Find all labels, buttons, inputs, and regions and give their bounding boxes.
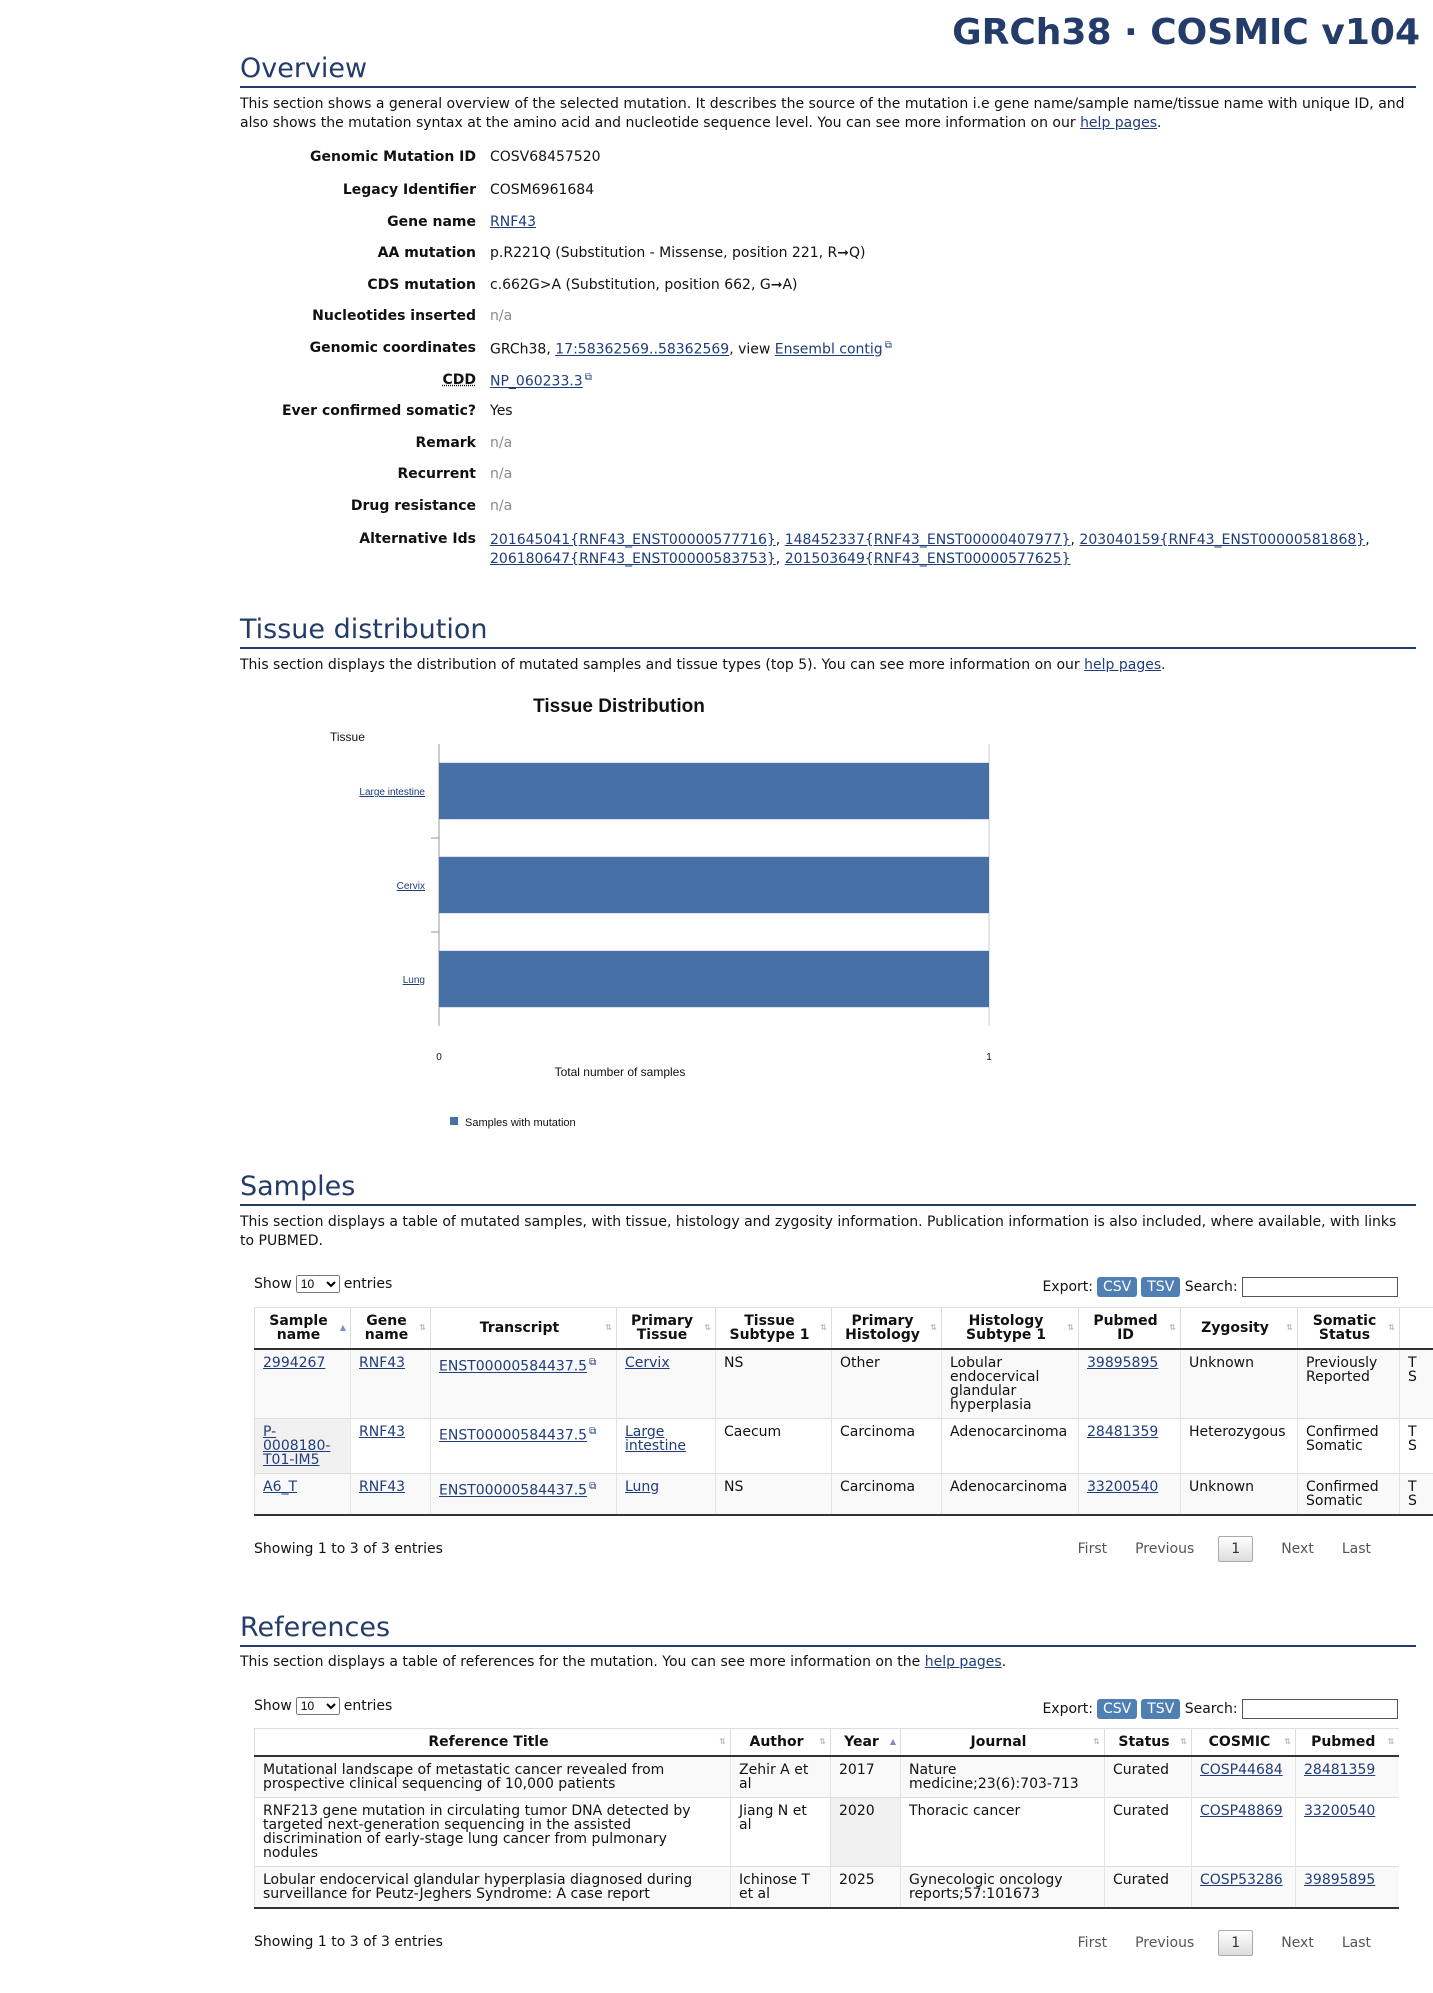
external-link-icon: ⧉ — [884, 340, 892, 351]
column-header-pubmed-id[interactable] — [1079, 1308, 1181, 1350]
field-value: COSM6961684 — [490, 182, 595, 198]
column-header-pubmed[interactable] — [1296, 1729, 1399, 1757]
references-intro-text: This section displays a table of references for the mutation. You can see more information on the — [240, 1654, 925, 1670]
pubmed-link[interactable]: 33200540 — [1304, 1803, 1376, 1819]
transcript-link[interactable]: ENST00000584437.5 — [439, 1358, 588, 1375]
cell: Adenocarcinoma — [942, 1419, 1079, 1474]
export-tsv-button[interactable]: TSV — [1141, 1699, 1180, 1719]
cell: Mutational landscape of metastatic cancer revealed from prospective clinical sequencing of 10,000 patients — [255, 1756, 731, 1798]
cdd-link[interactable]: NP_060233.3 — [490, 373, 583, 390]
column-label: Status — [1118, 1734, 1170, 1750]
alternative-id-link[interactable]: 201645041{RNF43_ENST00000577716} — [490, 532, 776, 548]
field-value: p.R221Q (Substitution - Missense, position 221, R➞Q) — [490, 245, 866, 261]
chart-category-label[interactable]: Large intestine — [359, 787, 425, 798]
sample-link[interactable]: A6_T — [263, 1479, 298, 1495]
field-label: Ever confirmed somatic? — [281, 403, 476, 419]
pager-next[interactable]: Next — [1281, 1541, 1314, 1557]
gene-link[interactable]: RNF43 — [359, 1479, 406, 1495]
column-label: Sample name — [269, 1313, 328, 1343]
samples-pagination — [1050, 1536, 1371, 1562]
pubmed-link[interactable]: 28481359 — [1304, 1762, 1376, 1778]
chart-x-axis-label: Total number of samples — [554, 1065, 686, 1079]
sort-icon: ⇅ — [1286, 1323, 1293, 1332]
table-row — [255, 1474, 1433, 1516]
chart-category-label[interactable]: Lung — [402, 975, 425, 986]
page-title: GRCh38 · COSMIC v104 — [952, 12, 1420, 53]
sort-icon: ⇅ — [1284, 1737, 1291, 1746]
cosmic-link[interactable]: COSP53286 — [1200, 1872, 1283, 1888]
column-label: Primary Tissue — [630, 1313, 694, 1343]
sort-icon: ⇅ — [1387, 1737, 1395, 1746]
column-label: Primary Histology — [845, 1313, 920, 1343]
column-label: Pubmed — [1311, 1734, 1376, 1750]
export-csv-button[interactable]: CSV — [1097, 1277, 1137, 1297]
cell: 2025 — [831, 1867, 901, 1909]
overview-intro — [240, 95, 1412, 133]
sort-icon: ⇅ — [1093, 1737, 1100, 1746]
cell-truncated: T S — [1400, 1419, 1433, 1474]
column-header-transcript[interactable] — [431, 1308, 617, 1350]
sort-asc-icon: ▲ — [889, 1737, 896, 1746]
column-header-tissue-subtype[interactable] — [716, 1308, 832, 1350]
external-link-icon: ⧉ — [589, 1357, 597, 1368]
table-header-row — [255, 1308, 1433, 1350]
alternative-id-link[interactable]: 201503649{RNF43_ENST00000577625} — [784, 551, 1071, 567]
field-label: Legacy Identifier — [342, 182, 476, 198]
alternative-ids-list: 201645041{RNF43_ENST00000577716}, 148452337{RNF43_ENST00000407977}, 203040159{RNF43_ENST00000581868}, 206180647{RNF43_ENST00000583753}, 201503649{RNF43_ENST00000577625} — [490, 532, 1370, 567]
field-label: CDS mutation — [367, 277, 476, 293]
table-header-row — [255, 1729, 1399, 1757]
show-label: Show — [254, 1276, 292, 1292]
pubmed-link[interactable]: 28481359 — [1087, 1424, 1159, 1440]
export-label: Export: — [1042, 1701, 1093, 1717]
chart-title: Tissue Distribution — [533, 696, 705, 717]
cell: Confirmed Somatic — [1298, 1474, 1400, 1516]
column-header-status[interactable] — [1105, 1729, 1192, 1757]
cell: Lobular endocervical glandular hyperplasia — [942, 1349, 1079, 1419]
field-value — [490, 372, 592, 390]
cell: Confirmed Somatic — [1298, 1419, 1400, 1474]
sort-icon: ⇅ — [704, 1323, 711, 1332]
sort-icon: ⇅ — [605, 1323, 612, 1332]
pubmed-link[interactable]: 39895895 — [1304, 1872, 1376, 1888]
chart-bar — [439, 763, 989, 819]
field-label: Gene name — [387, 214, 476, 230]
field-value: c.662G>A (Substitution, position 662, G➞A) — [490, 277, 798, 293]
tissue-intro-text: This section displays the distribution of mutated samples and tissue types (top 5). You can see more information on our — [240, 657, 1085, 673]
tissue-help-link[interactable]: help pages — [1084, 657, 1162, 673]
field-label: Drug resistance — [350, 498, 476, 514]
overview-help-link[interactable]: help pages — [1080, 115, 1158, 131]
column-header-year[interactable] — [831, 1729, 901, 1757]
table-row — [255, 1419, 1433, 1474]
transcript-link[interactable]: ENST00000584437.5 — [439, 1482, 588, 1499]
table-row — [255, 1798, 1399, 1867]
sort-icon: ⇅ — [930, 1323, 937, 1332]
column-header-primary-tissue[interactable] — [617, 1308, 716, 1350]
samples-table-info: Showing 1 to 3 of 3 entries — [254, 1541, 443, 1557]
column-label: Histology Subtype 1 — [965, 1313, 1047, 1343]
external-link-icon: ⧉ — [584, 372, 592, 383]
pager-current-page[interactable]: 1 — [1218, 1930, 1253, 1956]
pager-previous[interactable]: Previous — [1135, 1541, 1195, 1557]
pager-last[interactable]: Last — [1341, 1935, 1371, 1951]
column-header-reference-title[interactable] — [255, 1729, 731, 1757]
alternative-id-link[interactable]: 206180647{RNF43_ENST00000583753} — [490, 551, 776, 567]
references-help-link[interactable]: help pages — [924, 1654, 1002, 1670]
cell: Adenocarcinoma — [942, 1474, 1079, 1516]
column-header-histology-subtype[interactable] — [942, 1308, 1079, 1350]
tissue-link[interactable]: Large intestine — [625, 1424, 687, 1454]
cell: Carcinoma — [832, 1474, 942, 1516]
field-label: Remark — [415, 435, 476, 451]
column-header-primary-histology[interactable] — [832, 1308, 942, 1350]
column-label: Gene name — [364, 1313, 409, 1343]
pager-current-page[interactable]: 1 — [1218, 1536, 1253, 1562]
pager-last[interactable]: Last — [1341, 1541, 1371, 1557]
references-export-search — [1042, 1699, 1398, 1719]
alternative-id-link[interactable]: 148452337{RNF43_ENST00000407977} — [784, 532, 1071, 548]
field-label: Nucleotides inserted — [312, 308, 476, 324]
samples-length-control — [254, 1275, 392, 1293]
references-heading: References — [240, 1611, 1416, 1647]
field-label: Genomic coordinates — [309, 340, 476, 356]
column-header-gene-name[interactable] — [351, 1308, 431, 1350]
column-label: Journal — [970, 1734, 1027, 1750]
samples-table — [254, 1307, 1433, 1516]
references-intro — [240, 1653, 1412, 1672]
tissue-distribution-chart — [300, 690, 1020, 1140]
table-row — [255, 1349, 1433, 1419]
column-label: Reference Title — [428, 1734, 549, 1750]
entries-label: entries — [343, 1276, 393, 1292]
cell: Gynecologic oncology reports;57:101673 — [901, 1867, 1105, 1909]
field-value: n/a — [490, 498, 513, 514]
chart-y-axis-label: Tissue — [330, 730, 365, 744]
field-alternative-ids — [240, 531, 1410, 571]
field-value: COSV68457520 — [490, 149, 601, 165]
overview-intro-end: . — [1157, 115, 1162, 131]
column-label: Zygosity — [1201, 1320, 1269, 1336]
cell: RNF213 gene mutation in circulating tumor DNA detected by targeted next-generation sequencing in the assisted discrimination of early-stage lung cancer from pulmonary nodules — [255, 1798, 731, 1867]
field-label: Recurrent — [397, 466, 476, 482]
pager-next[interactable]: Next — [1281, 1935, 1314, 1951]
references-table — [254, 1728, 1399, 1909]
pubmed-link[interactable]: 33200540 — [1087, 1479, 1159, 1495]
cell: Unknown — [1181, 1474, 1298, 1516]
references-length-control — [254, 1697, 392, 1715]
sort-icon: ⇅ — [719, 1737, 726, 1746]
sort-icon: ⇅ — [1169, 1323, 1176, 1332]
cell: Thoracic cancer — [901, 1798, 1105, 1867]
chart-category-label[interactable]: Cervix — [396, 881, 425, 892]
references-length-select[interactable] — [296, 1697, 340, 1715]
external-link-icon: ⧉ — [589, 1426, 597, 1437]
cell: Zehir A et al — [731, 1756, 831, 1798]
cell: Curated — [1105, 1867, 1192, 1909]
pager-first[interactable]: First — [1077, 1541, 1108, 1557]
pager-first[interactable]: First — [1077, 1935, 1108, 1951]
gene-name-link[interactable]: RNF43 — [490, 214, 537, 230]
gene-link[interactable]: RNF43 — [359, 1355, 406, 1371]
sort-icon: ⇅ — [820, 1323, 827, 1332]
column-label: Somatic Status — [1312, 1313, 1377, 1343]
transcript-link[interactable]: ENST00000584437.5 — [439, 1427, 588, 1444]
search-label: Search: — [1184, 1701, 1238, 1717]
chart-x-tick-label: 1 — [986, 1052, 992, 1063]
coord-prefix: GRCh38, — [490, 341, 556, 358]
field-label: Alternative Ids — [359, 531, 476, 547]
column-header-zygosity[interactable] — [1181, 1308, 1298, 1350]
samples-intro: This section displays a table of mutated samples, with tissue, histology and zygosity information. Publication information is also included, where available, with links to PUBMED. — [240, 1214, 1397, 1249]
cosmic-link[interactable]: COSP44684 — [1200, 1762, 1283, 1778]
sort-icon: ⇅ — [819, 1737, 826, 1746]
field-value — [490, 340, 892, 358]
export-csv-button[interactable]: CSV — [1097, 1699, 1137, 1719]
field-value: n/a — [490, 435, 513, 451]
column-label: Tissue Subtype 1 — [729, 1313, 810, 1343]
samples-heading: Samples — [240, 1170, 1416, 1206]
export-label: Export: — [1042, 1279, 1093, 1295]
sort-icon: ⇅ — [1067, 1323, 1074, 1332]
cell: 2020 — [831, 1798, 901, 1867]
cell: Curated — [1105, 1756, 1192, 1798]
field-label: CDD — [442, 372, 476, 388]
overview-intro-text: This section shows a general overview of the selected mutation. It describes the source of the mutation i.e gene name/sample name/tissue name with unique ID, and also shows the mutation syntax at the amino acid and nucleotide sequence level. You can see more information on our — [240, 96, 1405, 131]
sort-icon: ⇅ — [1388, 1323, 1395, 1332]
cell: Other — [832, 1349, 942, 1419]
tissue-intro-end: . — [1161, 657, 1166, 673]
chart-bar — [439, 951, 989, 1007]
field-label: Genomic Mutation ID — [310, 149, 476, 165]
sort-icon: ⇅ — [419, 1323, 426, 1332]
field-value: n/a — [490, 466, 513, 482]
references-intro-end: . — [1001, 1654, 1007, 1670]
column-header-author[interactable] — [731, 1729, 831, 1757]
external-link-icon: ⧉ — [589, 1481, 597, 1492]
cell: Caecum — [716, 1419, 832, 1474]
cell: Ichinose T et al — [731, 1867, 831, 1909]
pubmed-link[interactable]: 39895895 — [1087, 1355, 1159, 1371]
export-tsv-button[interactable]: TSV — [1141, 1277, 1180, 1297]
cell: Curated — [1105, 1798, 1192, 1867]
field-label: AA mutation — [377, 245, 476, 261]
column-header-somatic-status[interactable] — [1298, 1308, 1400, 1350]
search-label: Search: — [1184, 1279, 1238, 1295]
cosmic-link[interactable]: COSP48869 — [1200, 1803, 1283, 1819]
table-row — [255, 1756, 1399, 1798]
tissue-heading: Tissue distribution — [240, 613, 1416, 649]
gene-link[interactable]: RNF43 — [359, 1424, 406, 1440]
references-table-info: Showing 1 to 3 of 3 entries — [254, 1934, 443, 1950]
ensembl-contig-link[interactable]: Ensembl contig — [774, 341, 883, 358]
references-pagination — [1050, 1930, 1371, 1956]
samples-export-search — [1042, 1277, 1398, 1297]
cell: Heterozygous — [1181, 1419, 1298, 1474]
cell: Previously Reported — [1298, 1349, 1400, 1419]
samples-length-select[interactable] — [296, 1275, 340, 1293]
column-label: Pubmed ID — [1093, 1313, 1158, 1343]
column-header-journal[interactable] — [901, 1729, 1105, 1757]
tissue-intro — [240, 656, 1412, 675]
entries-label: entries — [343, 1698, 393, 1714]
cell: NS — [716, 1474, 832, 1516]
cell-truncated: T S — [1400, 1349, 1433, 1419]
column-header-truncated — [1400, 1308, 1433, 1350]
table-row — [255, 1867, 1399, 1909]
column-label: Author — [749, 1734, 804, 1750]
tissue-link[interactable]: Cervix — [625, 1355, 670, 1371]
tissue-link[interactable]: Lung — [625, 1479, 660, 1495]
chart-legend-swatch — [450, 1117, 458, 1125]
show-label: Show — [254, 1698, 292, 1714]
column-label: COSMIC — [1208, 1734, 1271, 1750]
chart-legend-label: Samples with mutation — [465, 1117, 576, 1129]
coordinates-link[interactable]: 17:58362569..58362569 — [555, 341, 730, 358]
cell: Jiang N et al — [731, 1798, 831, 1867]
cell: Lobular endocervical glandular hyperplasia diagnosed during surveillance for Peutz-Jeghers Syndrome: A case report — [255, 1867, 731, 1909]
cell: Carcinoma — [832, 1419, 942, 1474]
alternative-id-link[interactable]: 203040159{RNF43_ENST00000581868} — [1079, 532, 1366, 548]
column-label: Year — [844, 1734, 879, 1750]
cell: NS — [716, 1349, 832, 1419]
chart-x-tick-label: 0 — [436, 1052, 442, 1063]
pager-previous[interactable]: Previous — [1135, 1935, 1195, 1951]
chart-bar — [439, 857, 989, 913]
sample-link[interactable]: P-0008180-T01-IM5 — [263, 1424, 331, 1468]
column-header-cosmic[interactable] — [1192, 1729, 1296, 1757]
cell: Unknown — [1181, 1349, 1298, 1419]
column-label: Transcript — [479, 1320, 560, 1336]
sort-asc-icon: ▲ — [339, 1323, 346, 1332]
references-search-input[interactable] — [1242, 1699, 1398, 1719]
field-value: n/a — [490, 308, 513, 324]
field-value: Yes — [490, 403, 513, 419]
sample-link[interactable]: 2994267 — [263, 1355, 326, 1371]
samples-search-input[interactable] — [1242, 1277, 1398, 1297]
cell-truncated: T S — [1400, 1474, 1433, 1516]
overview-heading: Overview — [240, 52, 1416, 88]
cell: Nature medicine;23(6):703-713 — [901, 1756, 1105, 1798]
column-header-sample-name[interactable] — [255, 1308, 351, 1350]
sort-icon: ⇅ — [1180, 1737, 1187, 1746]
cell: 2017 — [831, 1756, 901, 1798]
coord-mid: , view — [729, 341, 775, 358]
